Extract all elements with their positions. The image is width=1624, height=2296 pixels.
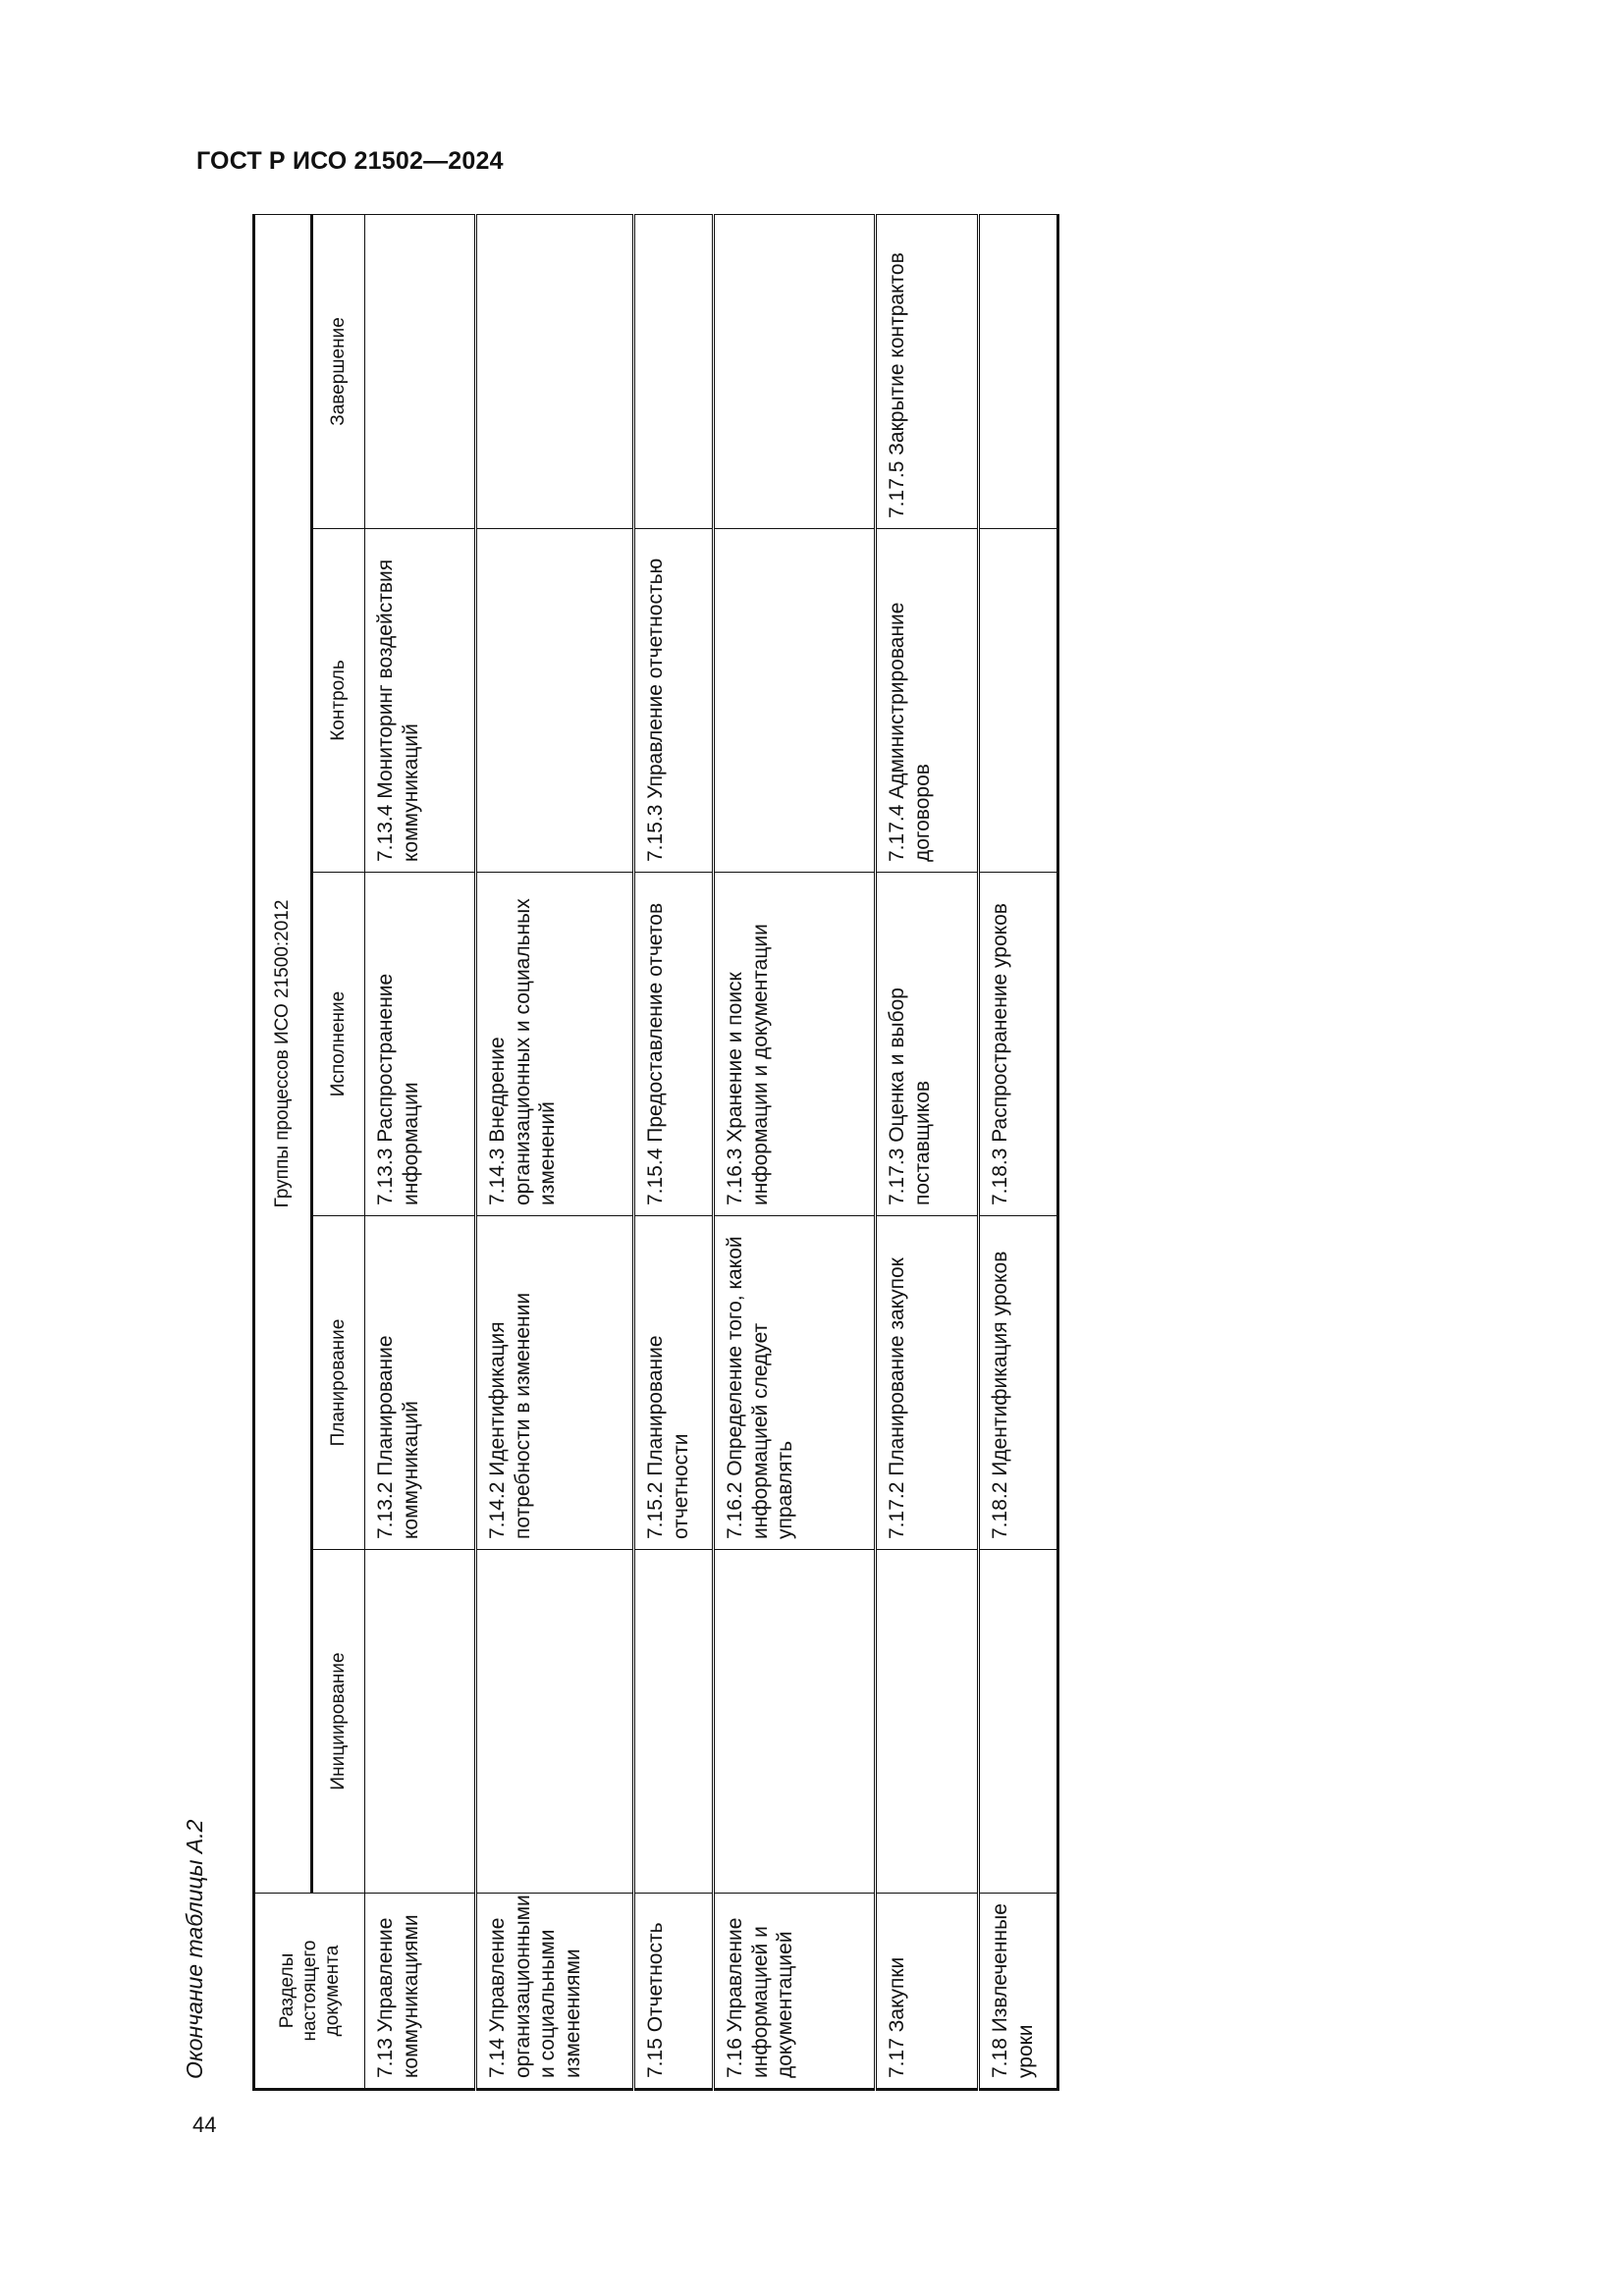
closing-cell xyxy=(475,214,633,528)
planning-cell: 7.16.2 Определение того, какой информацией следует управлять xyxy=(713,1216,875,1550)
row-section-cell: 7.18 Извлеченные уроки xyxy=(979,1894,1058,2090)
row-section-cell: 7.13 Управление коммуникациями xyxy=(365,1894,476,2090)
row-section-cell: 7.17 Закупки xyxy=(876,1894,979,2090)
row-section-cell: 7.14 Управление организационными и социальными изменениями xyxy=(475,1894,633,2090)
initiation-cell xyxy=(634,1550,714,1894)
header-planning: Планирование xyxy=(312,1216,365,1550)
table-row xyxy=(634,214,714,2089)
execution-cell: 7.13.3 Распространение информации xyxy=(365,873,476,1216)
control-cell xyxy=(713,529,875,873)
header-initiation: Инициирование xyxy=(312,1550,365,1894)
table-row xyxy=(979,214,1058,2089)
rotated-table-area xyxy=(182,187,1065,2091)
table-group-header-row xyxy=(254,214,312,2089)
control-cell: 7.17.4 Администрирование договоров xyxy=(876,529,979,873)
closing-cell xyxy=(713,214,875,528)
table-row xyxy=(475,214,633,2089)
closing-cell: 7.17.5 Закрытие контрактов xyxy=(876,214,979,528)
planning-cell: 7.17.2 Планирование закупок xyxy=(876,1216,979,1550)
table-caption: Окончание таблицы А.2 xyxy=(182,1819,207,2079)
table-row xyxy=(713,214,875,2089)
initiation-cell xyxy=(713,1550,875,1894)
execution-cell: 7.18.3 Распространение уроков xyxy=(979,873,1058,1216)
page-number: 44 xyxy=(192,2112,217,2137)
closing-cell xyxy=(979,214,1058,528)
process-groups-header: Группы процессов ИСО 21500:2012 xyxy=(254,214,312,1893)
control-cell xyxy=(475,529,633,873)
header-control: Контроль xyxy=(312,529,365,873)
planning-cell: 7.14.2 Идентификация потребности в изменении xyxy=(475,1216,633,1550)
control-cell: 7.15.3 Управление отчетностью xyxy=(634,529,714,873)
closing-cell xyxy=(634,214,714,528)
table-row xyxy=(365,214,476,2089)
document-standard-title: ГОСТ Р ИСО 21502—2024 xyxy=(196,147,504,175)
closing-cell xyxy=(365,214,476,528)
table-row xyxy=(876,214,979,2089)
initiation-cell xyxy=(979,1550,1058,1894)
sections-column-header: Разделы настоящего документа xyxy=(254,1894,365,2090)
control-cell: 7.13.4 Мониторинг воздействия коммуникаций xyxy=(365,529,476,873)
planning-cell: 7.13.2 Планирование коммуникаций xyxy=(365,1216,476,1550)
initiation-cell xyxy=(876,1550,979,1894)
planning-cell: 7.15.2 Планирование отчетности xyxy=(634,1216,714,1550)
row-section-cell: 7.15 Отчетность xyxy=(634,1894,714,2090)
initiation-cell xyxy=(365,1550,476,1894)
execution-cell: 7.17.3 Оценка и выбор поставщиков xyxy=(876,873,979,1216)
header-closing: Завершение xyxy=(312,214,365,528)
header-execution: Исполнение xyxy=(312,873,365,1216)
planning-cell: 7.18.2 Идентификация уроков xyxy=(979,1216,1058,1550)
initiation-cell xyxy=(475,1550,633,1894)
process-mapping-table xyxy=(252,214,1059,2091)
row-section-cell: 7.16 Управление информацией и документацией xyxy=(713,1894,875,2090)
execution-cell: 7.16.3 Хранение и поиск информации и документации xyxy=(713,873,875,1216)
execution-cell: 7.14.3 Внедрение организационных и социальных изменений xyxy=(475,873,633,1216)
control-cell xyxy=(979,529,1058,873)
execution-cell: 7.15.4 Предоставление отчетов xyxy=(634,873,714,1216)
table-subheader-row xyxy=(312,214,365,2089)
